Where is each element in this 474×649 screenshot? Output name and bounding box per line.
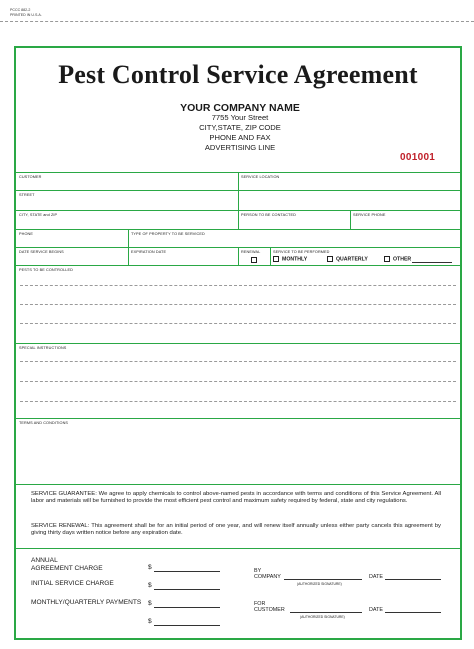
monthly-amount-field[interactable] [154,607,220,608]
service-location-field[interactable] [238,176,460,210]
phone-label: PHONE [19,232,34,236]
other-line [412,262,452,263]
annual-charge-label [31,557,103,573]
form-code: PCCC 882-2 [10,8,31,12]
service-renewal: SERVICE RENEWAL: This agreement shall be for an initial period of one year, and will renew itself annually unless either party cancels this agreement by giving thirty days written notice before any expiration date. [31,523,441,536]
service-location-label: SERVICE LOCATION [241,175,280,179]
by-text: BY [254,568,262,574]
printed-note: PRINTED IN U.S.A. [10,13,42,17]
serial-number: 001001 [400,152,436,163]
customer-text: CUSTOMER [254,607,285,613]
customer-field[interactable] [16,176,238,190]
option-monthly[interactable] [273,256,307,262]
initial-charge-label: INITIAL SERVICE CHARGE [31,580,114,587]
currency-2: $ [148,582,152,589]
annual-line-2: AGREEMENT CHARGE [31,565,103,572]
company-phone: PHONE AND FAX [209,133,271,142]
expiration-field[interactable] [128,251,238,265]
pests-field[interactable] [16,270,460,343]
terms-field[interactable] [16,423,460,484]
initial-amount-field[interactable] [154,589,220,590]
service-phone-field[interactable] [350,214,460,229]
property-type-label: TYPE OF PROPERTY TO BE SERVICED [131,232,205,236]
company-name: YOUR COMPANY NAME [180,102,300,114]
city-state-zip-label: CITY, STATE and ZIP [19,213,58,217]
customer-label: CUSTOMER [19,175,42,179]
customer-date-label: DATE [369,607,383,613]
terms-label: TERMS AND CONDITIONS [19,421,69,425]
service-guarantee: SERVICE GUARANTEE: We agree to apply chemicals to control above-named pests in accordance with terms and conditions of this Service Agreement. All labor and materials will be furnished to provide the most efficient pest control and maximum safety required by federal, state and city regulations. [31,491,441,504]
company-signature-field[interactable] [284,579,362,580]
renewal-checkbox[interactable] [251,257,257,263]
service-phone-label: SERVICE PHONE [353,213,386,217]
date-begins-label: DATE SERVICE BEGINS [19,250,64,254]
company-date-field[interactable] [385,579,441,580]
renewal-label: RENEWAL [241,250,261,254]
extra-amount-field[interactable] [154,625,220,626]
street-field[interactable] [16,194,238,210]
person-contacted-field[interactable] [238,214,350,229]
monthly-payments-label: MONTHLY/QUARTERLY PAYMENTS [31,599,142,606]
by-company-label [254,568,281,580]
customer-date-field[interactable] [385,612,441,613]
monthly-label: MONTHLY [282,256,308,263]
person-contacted-label: PERSON TO BE CONTACTED [241,213,296,217]
option-other[interactable] [384,256,411,262]
other-checkbox[interactable] [384,256,390,262]
expiration-label: EXPIRATION DATE [131,250,167,254]
monthly-checkbox[interactable] [273,256,279,262]
company-city: CITY,STATE, ZIP CODE [199,123,281,132]
customer-signature-field[interactable] [290,612,362,613]
customer-authorized-note: (AUTHORIZED SIGNATURE) [300,615,345,619]
quarterly-checkbox[interactable] [327,256,333,262]
company-authorized-note: (AUTHORIZED SIGNATURE) [297,582,342,586]
special-label: SPECIAL INSTRUCTIONS [19,346,67,350]
other-label: OTHER [393,256,412,263]
currency-1: $ [148,564,152,571]
street-label: STREET [19,193,35,197]
currency-3: $ [148,600,152,607]
for-customer-label [254,601,285,613]
page-title: Pest Control Service Agreement [58,60,418,89]
pests-label: PESTS TO BE CONTROLLED [19,268,73,272]
city-state-zip-field[interactable] [16,214,238,229]
quarterly-label: QUARTERLY [336,256,368,263]
service-performed-label: SERVICE TO BE PERFORMED [273,250,330,254]
company-text: COMPANY [254,574,281,580]
option-quarterly[interactable] [327,256,368,262]
company-advertising: ADVERTISING LINE [204,143,276,152]
phone-field[interactable] [16,233,128,247]
company-block [140,103,340,153]
annual-amount-field[interactable] [154,571,220,572]
perforation-line [0,21,474,22]
annual-line-1: ANNUAL [31,557,58,564]
company-street: 7755 Your Street [211,113,269,122]
property-type-field[interactable] [128,233,460,247]
for-text: FOR [254,601,266,607]
company-date-label: DATE [369,574,383,580]
currency-4: $ [148,618,152,625]
special-field[interactable] [16,348,460,418]
date-begins-field[interactable] [16,251,128,265]
